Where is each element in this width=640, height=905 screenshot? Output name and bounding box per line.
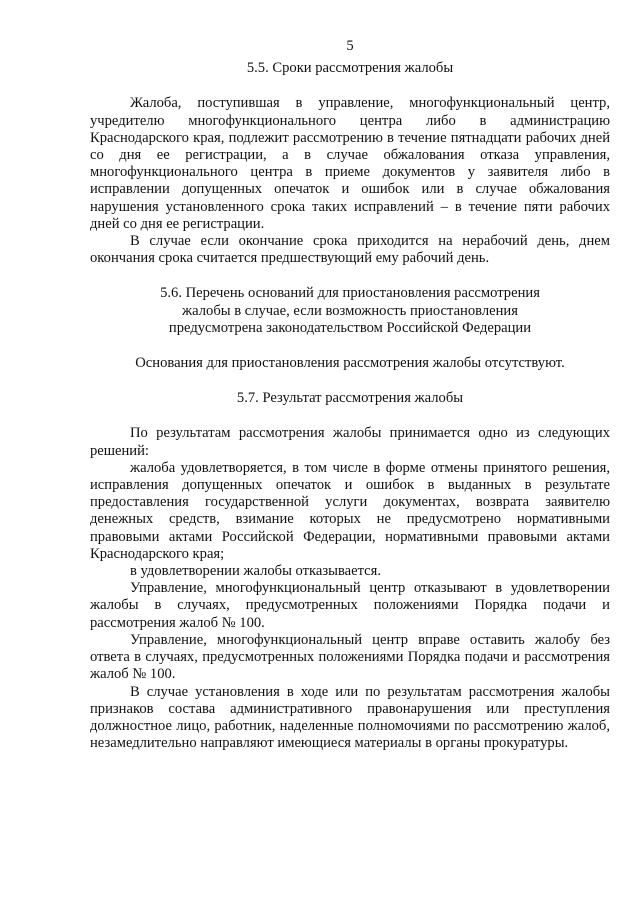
section-5-5-title: 5.5. Сроки рассмотрения жалобы — [246, 60, 454, 77]
section-5-6-paragraph: Основания для приостановления рассмотрения жалобы отсутствуют. — [135, 355, 565, 372]
section-5-7-title: 5.7. Результат рассмотрения жалобы — [236, 390, 464, 407]
paragraph: Жалоба, поступившая в управление, многофункциональный центр, учредителю многофункционального центра либо в администрацию Краснодарского края, подлежит рассмотрению в течение пятнадцати рабочих дней со дня ее регистрации, а в случае обжалования отказа управления, многофункционального центра в приеме документов у заявителя либо в исправлении допущенных опечаток и ошибок или в случае обжалования нарушения установленного срока таких исправлений – в течение пяти рабочих дней со дня ее регистрации. — [90, 95, 610, 232]
paragraph: В случае если окончание срока приходится на нерабочий день, днем окончания срока считается предшествующий ему рабочий день. — [90, 233, 610, 267]
section-5-6-title — [90, 285, 610, 337]
document-page — [90, 38, 610, 752]
section-5-5-body — [90, 95, 610, 267]
paragraph: Управление, многофункциональный центр отказывают в удовлетворении жалобы в случаях, предусмотренных положениями Порядка подачи и рассмотрения жалоб № 100. — [90, 580, 610, 631]
page-number: 5 — [346, 38, 354, 54]
paragraph: В случае установления в ходе или по результатам рассмотрения жалобы признаков состава административного правонарушения или преступления должностное лицо, работник, наделенные полномочиями по рассмотрению жалоб, незамедлительно направляют имеющиеся материалы в органы прокуратуры. — [90, 683, 610, 752]
paragraph: Управление, многофункциональный центр вправе оставить жалобу без ответа в случаях, предусмотренных положениями Порядка подачи и рассмотрения жалоб № 100. — [90, 631, 610, 683]
section-5-6-title-line: 5.6. Перечень оснований для приостановления рассмотрения — [160, 285, 540, 302]
section-5-6-title-line: жалобы в случае, если возможность приостановления — [182, 302, 518, 319]
section-5-6-title-line: предусмотрена законодательством Российской Федерации — [168, 319, 532, 336]
paragraph: жалоба удовлетворяется, в том числе в форме отмены принятого решения, исправления допущенных опечаток и ошибок в выданных в результате предоставления государственной услуги документах, возврата заявителю денежных средств, взимание которых не предусмотрено нормативными правовыми актами Российской Федерации, нормативными правовыми актами Краснодарского края; — [90, 459, 610, 562]
section-5-7-body — [90, 425, 610, 752]
paragraph: в удовлетворении жалобы отказывается. — [130, 563, 382, 580]
paragraph: По результатам рассмотрения жалобы принимается одно из следующих решений: — [90, 425, 610, 459]
